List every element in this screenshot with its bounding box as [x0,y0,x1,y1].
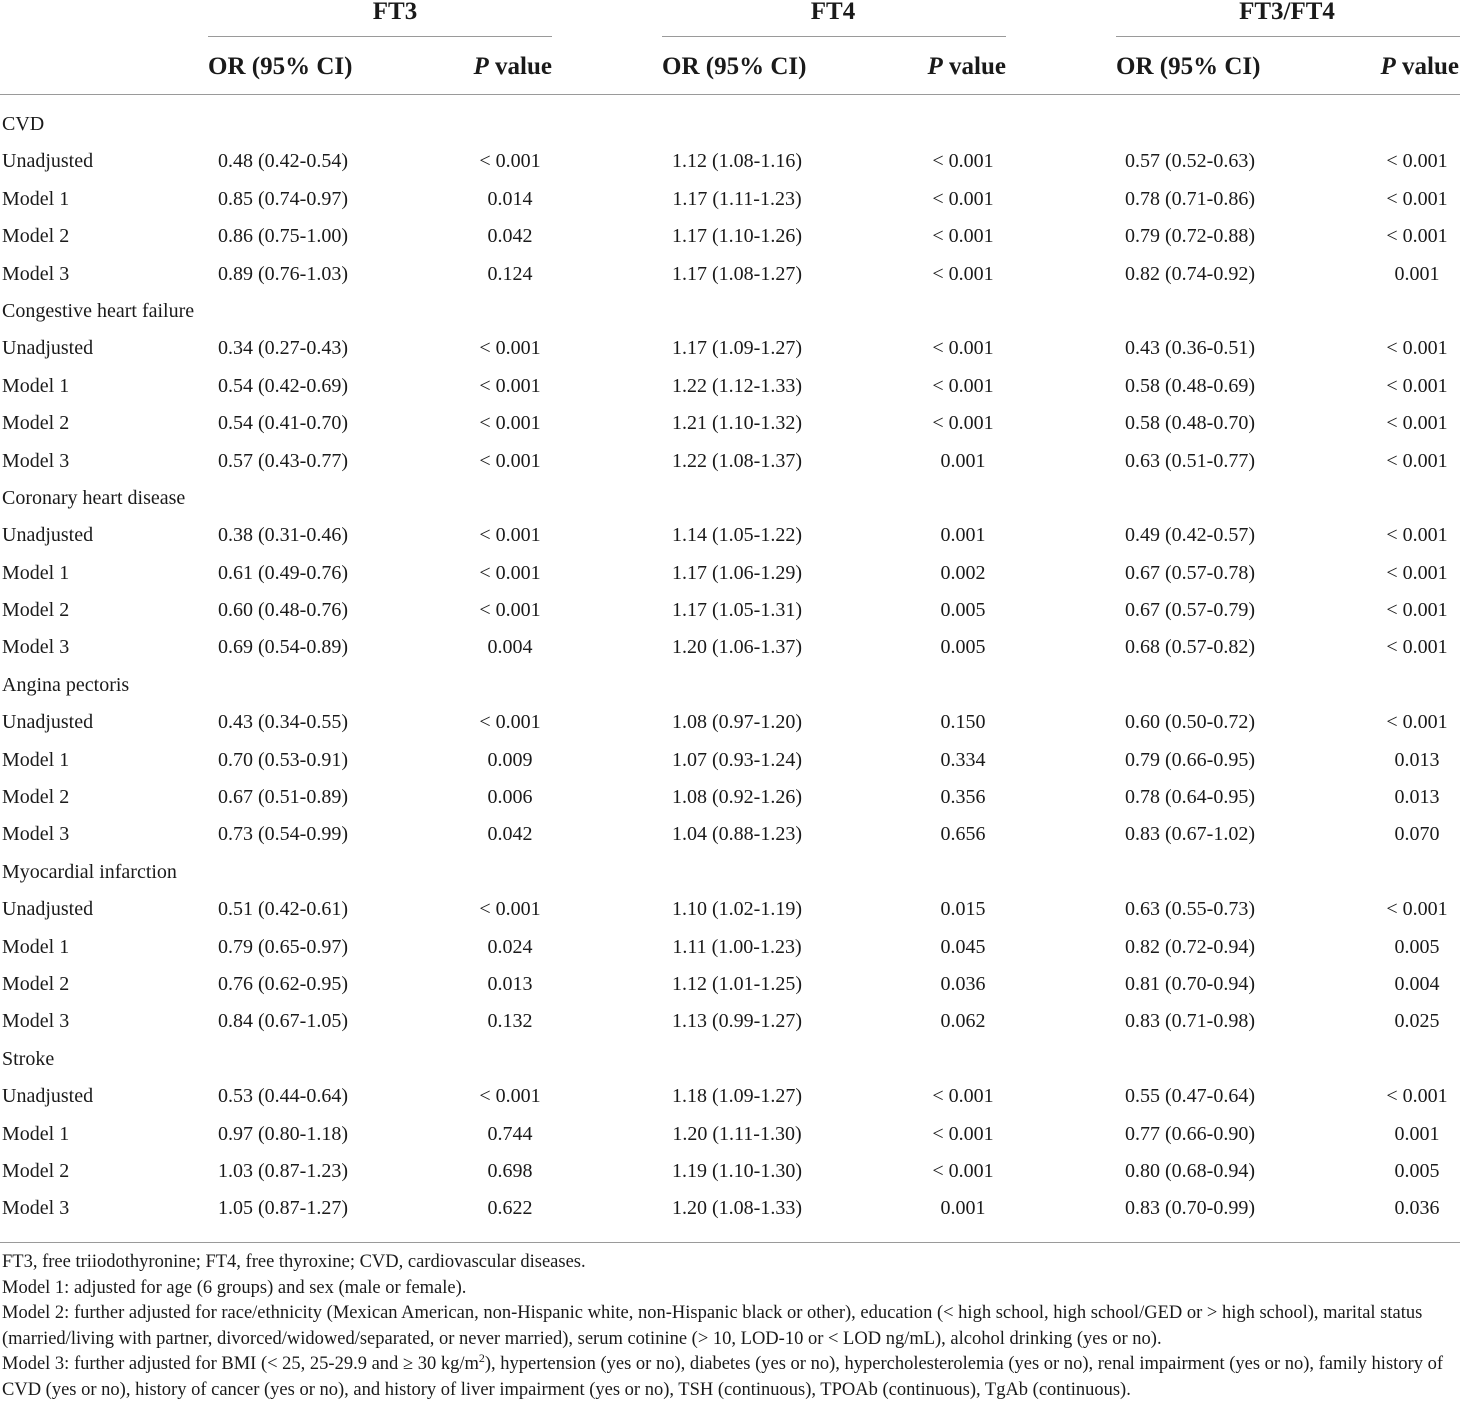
cell-or: 0.38 (0.31-0.46) [218,524,348,547]
table-row [0,405,1460,442]
cell-p-value: < 0.001 [479,449,541,472]
footnote-model-1: Model 1: adjusted for age (6 groups) and sex (male or female). [2,1277,467,1298]
cell-p-value: 0.001 [940,449,986,472]
cell-p-value: 0.001 [940,1197,986,1220]
col-header-or-ft3-ft4: OR (95% CI) [1116,53,1261,80]
table-row [0,929,1460,966]
cell-or: 0.54 (0.41-0.70) [218,412,348,435]
cell-p-value: 0.013 [1394,786,1440,809]
row-label: Model 3 [2,449,70,472]
section-title: Congestive heart failure [2,299,195,322]
cell-p-value: < 0.001 [1386,898,1448,921]
row-label: Unadjusted [2,150,94,173]
cell-or: 1.22 (1.12-1.33) [672,374,802,397]
cell-or: 0.81 (0.70-0.94) [1125,972,1255,995]
row-label: Model 2 [2,412,70,435]
header-rule [0,94,1460,95]
cell-p-value: 0.036 [1394,1197,1440,1220]
section-title-row [0,293,1460,330]
cell-or: 1.07 (0.93-1.24) [672,748,802,771]
cell-or: 0.97 (0.80-1.18) [218,1122,348,1145]
p-italic: P [473,53,489,80]
row-label: Model 3 [2,1197,70,1220]
cell-or: 0.85 (0.74-0.97) [218,187,348,210]
cell-p-value: < 0.001 [479,374,541,397]
cell-p-value: < 0.001 [932,1122,994,1145]
cell-p-value: < 0.001 [1386,599,1448,622]
cell-p-value: < 0.001 [932,150,994,173]
row-label: Model 2 [2,972,70,995]
cell-p-value: < 0.001 [479,150,541,173]
cell-p-value: 0.132 [487,1010,533,1033]
row-label: Model 2 [2,225,70,248]
cell-p-value: < 0.001 [932,1159,994,1182]
cell-or: 1.05 (0.87-1.27) [218,1197,348,1220]
cell-p-value: < 0.001 [1386,524,1448,547]
table-row [0,443,1460,480]
cell-or: 1.22 (1.08-1.37) [672,449,802,472]
cell-p-value: 0.070 [1394,823,1440,846]
section-title: Myocardial infarction [2,860,177,883]
cell-or: 0.67 (0.57-0.78) [1125,561,1255,584]
cell-or: 0.82 (0.72-0.94) [1125,935,1255,958]
cell-or: 1.13 (0.99-1.27) [672,1010,802,1033]
cell-or: 1.17 (1.10-1.26) [672,225,802,248]
cell-or: 0.63 (0.51-0.77) [1125,449,1255,472]
cell-or: 0.55 (0.47-0.64) [1125,1085,1255,1108]
cell-or: 0.89 (0.76-1.03) [218,262,348,285]
cell-p-value: 0.356 [940,786,986,809]
cell-or: 1.17 (1.11-1.23) [672,187,802,210]
group-underline-ft3 [208,36,552,37]
cell-p-value: 0.150 [940,711,986,734]
cell-p-value: < 0.001 [932,412,994,435]
section-title-row [0,854,1460,891]
cell-p-value: 0.334 [940,748,986,771]
cell-p-value: 0.002 [940,561,986,584]
cell-p-value: < 0.001 [1386,374,1448,397]
cell-or: 1.03 (0.87-1.23) [218,1159,348,1182]
cell-or: 0.77 (0.66-0.90) [1125,1122,1255,1145]
cell-p-value: 0.001 [1394,1122,1440,1145]
row-label: Model 3 [2,636,70,659]
row-label: Model 1 [2,561,70,584]
cell-p-value: < 0.001 [932,187,994,210]
table-body [0,106,1460,1228]
cell-p-value: 0.005 [1394,1159,1440,1182]
table-row [0,629,1460,666]
cell-p-value: 0.009 [487,748,533,771]
row-label: Model 2 [2,1159,70,1182]
table-row [0,256,1460,293]
cell-or: 1.14 (1.05-1.22) [672,524,802,547]
cell-or: 1.04 (0.88-1.23) [672,823,802,846]
cell-p-value: < 0.001 [932,1085,994,1108]
row-label: Model 1 [2,935,70,958]
cell-or: 0.58 (0.48-0.70) [1125,412,1255,435]
table-row [0,1003,1460,1040]
cell-p-value: 0.013 [487,972,533,995]
footnote-model-3-part-a: Model 3: further adjusted for BMI (< 25, 25-29.9 and ≥ 30 kg/m [2,1354,479,1374]
cell-p-value: < 0.001 [932,262,994,285]
table-row [0,592,1460,629]
cell-p-value: 0.698 [487,1159,533,1182]
cell-or: 1.08 (0.97-1.20) [672,711,802,734]
cell-or: 0.68 (0.57-0.82) [1125,636,1255,659]
cell-p-value: 0.005 [940,636,986,659]
footnotes [2,1250,1460,1403]
cell-p-value: 0.004 [487,636,533,659]
section-title: CVD [2,113,45,135]
footnote-abbreviations: FT3, free triiodothyronine; FT4, free thyroxine; CVD, cardiovascular diseases. [2,1252,586,1272]
cell-or: 0.79 (0.72-0.88) [1125,225,1255,248]
group-header-ft3-ft4: FT3/FT4 [1239,0,1335,25]
cell-p-value: < 0.001 [1386,449,1448,472]
table-row [0,555,1460,592]
cell-p-value: < 0.001 [932,225,994,248]
cell-or: 0.34 (0.27-0.43) [218,337,348,360]
cell-or: 0.60 (0.50-0.72) [1125,711,1255,734]
table-row [0,143,1460,180]
cell-p-value: 0.025 [1394,1010,1440,1033]
p-rest: value [1395,53,1459,80]
cell-or: 1.20 (1.11-1.30) [672,1122,802,1145]
cell-or: 0.73 (0.54-0.99) [218,823,348,846]
cell-or: 0.67 (0.51-0.89) [218,786,348,809]
row-label: Unadjusted [2,711,94,734]
row-label: Model 1 [2,748,70,771]
cell-or: 0.83 (0.71-0.98) [1125,1010,1255,1033]
cell-or: 1.20 (1.08-1.33) [672,1197,802,1220]
cell-or: 0.78 (0.71-0.86) [1125,187,1255,210]
table-row [0,1153,1460,1190]
col-header-or-ft4: OR (95% CI) [662,53,807,80]
row-label: Unadjusted [2,1085,94,1108]
cell-p-value: < 0.001 [479,1085,541,1108]
p-italic: P [927,53,943,80]
cell-or: 0.63 (0.55-0.73) [1125,898,1255,921]
cell-or: 0.86 (0.75-1.00) [218,225,348,248]
cell-or: 1.19 (1.10-1.30) [672,1159,802,1182]
group-underline-ft3-ft4 [1116,36,1460,37]
footer-rule [0,1242,1460,1243]
cell-or: 0.54 (0.42-0.69) [218,374,348,397]
row-label: Unadjusted [2,524,94,547]
cell-or: 0.70 (0.53-0.91) [218,748,348,771]
cell-or: 0.61 (0.49-0.76) [218,561,348,584]
cell-or: 0.51 (0.42-0.61) [218,898,348,921]
cell-or: 0.79 (0.65-0.97) [218,935,348,958]
table-row [0,1190,1460,1227]
table-row [0,891,1460,928]
row-label: Model 3 [2,1010,70,1033]
cell-p-value: < 0.001 [479,898,541,921]
cell-p-value: 0.622 [487,1197,533,1220]
table-row [0,517,1460,554]
row-label: Model 1 [2,374,70,397]
row-label: Model 3 [2,262,70,285]
row-label: Model 2 [2,786,70,809]
table-row [0,779,1460,816]
cell-p-value: < 0.001 [1386,561,1448,584]
cell-or: 0.69 (0.54-0.89) [218,636,348,659]
section-title: Coronary heart disease [2,486,186,509]
cell-p-value: < 0.001 [1386,187,1448,210]
cell-p-value: 0.005 [1394,935,1440,958]
cell-p-value: 0.042 [487,225,533,248]
cell-p-value: < 0.001 [932,337,994,360]
cell-or: 0.58 (0.48-0.69) [1125,374,1255,397]
cell-or: 0.84 (0.67-1.05) [218,1010,348,1033]
cell-p-value: 0.001 [940,524,986,547]
group-header-ft4: FT4 [810,0,856,25]
cell-or: 0.76 (0.62-0.95) [218,972,348,995]
footnote-model-3-part-b: ), hypertension (yes or no), diabetes (yes or no), hypercholesterolemia (yes or no), renal impairment (yes or no), family history of CVD (yes or no), history of cancer (yes or no), and history of liver impairment (yes or no), TSH (continuous), TPOAb (continuous), TgAb (continuous). [2,1354,1443,1400]
cell-p-value: < 0.001 [1386,711,1448,734]
cell-or: 0.43 (0.36-0.51) [1125,337,1255,360]
cell-or: 0.57 (0.52-0.63) [1125,150,1255,173]
cell-p-value: < 0.001 [1386,150,1448,173]
col-header-p-ft3 [474,51,552,83]
footnote-model-3 [2,1352,1460,1403]
section-title: Angina pectoris [2,673,130,696]
cell-or: 1.20 (1.06-1.37) [672,636,802,659]
cell-or: 1.17 (1.08-1.27) [672,262,802,285]
cell-p-value: 0.036 [940,972,986,995]
cell-p-value: 0.006 [487,786,533,809]
footnote-model-2: Model 2: further adjusted for race/ethnicity (Mexican American, non-Hispanic white, non-Hispanic black or other), education (< high school, high school/GED or > high school), marital status (married/living with partner, divorced/widowed/separated, or never married), serum cotinine (> 10, LOD-10 or < LOD ng/mL), alcohol drinking (yes or no). [2,1303,1423,1349]
cell-p-value: 0.656 [940,823,986,846]
cell-or: 1.17 (1.05-1.31) [672,599,802,622]
cell-p-value: < 0.001 [932,374,994,397]
table-row [0,742,1460,779]
table-row [0,1078,1460,1115]
row-label: Model 2 [2,599,70,622]
p-rest: value [942,53,1006,80]
cell-or: 1.12 (1.08-1.16) [672,150,802,173]
cell-p-value: 0.001 [1394,262,1440,285]
cell-or: 1.21 (1.10-1.32) [672,412,802,435]
cell-or: 0.67 (0.57-0.79) [1125,599,1255,622]
group-header-ft3: FT3 [372,0,418,25]
cell-or: 0.79 (0.66-0.95) [1125,748,1255,771]
table-row [0,816,1460,853]
cell-or: 0.53 (0.44-0.64) [218,1085,348,1108]
cell-p-value: < 0.001 [1386,412,1448,435]
section-title-row [0,1041,1460,1078]
cell-p-value: 0.124 [487,262,533,285]
row-label: Model 1 [2,187,70,210]
cell-p-value: 0.042 [487,823,533,846]
cell-or: 0.82 (0.74-0.92) [1125,262,1255,285]
section-title-row [0,667,1460,704]
cell-or: 0.43 (0.34-0.55) [218,711,348,734]
row-label: Unadjusted [2,337,94,360]
cell-or: 0.83 (0.70-0.99) [1125,1197,1255,1220]
table-row [0,704,1460,741]
group-underline-ft4 [662,36,1006,37]
table-row [0,1116,1460,1153]
cell-p-value: < 0.001 [479,412,541,435]
cell-p-value: < 0.001 [479,599,541,622]
cell-p-value: < 0.001 [1386,337,1448,360]
row-label: Unadjusted [2,898,94,921]
cell-p-value: < 0.001 [1386,225,1448,248]
section-title-row [0,106,1460,143]
cell-p-value: 0.062 [940,1010,986,1033]
col-header-p-ft3-ft4 [1381,51,1459,83]
cell-p-value: < 0.001 [479,524,541,547]
section-title: Stroke [2,1047,55,1070]
cell-p-value: < 0.001 [479,561,541,584]
cell-or: 0.49 (0.42-0.57) [1125,524,1255,547]
cell-p-value: 0.744 [487,1122,533,1145]
row-label: Model 3 [2,823,70,846]
cell-or: 1.08 (0.92-1.26) [672,786,802,809]
cell-p-value: 0.015 [940,898,986,921]
col-header-or-ft3: OR (95% CI) [208,53,353,80]
p-rest: value [488,53,552,80]
cell-or: 1.12 (1.01-1.25) [672,972,802,995]
table-row [0,218,1460,255]
table-row [0,181,1460,218]
cell-or: 1.11 (1.00-1.23) [672,935,802,958]
cell-p-value: 0.014 [487,187,533,210]
row-label: Model 1 [2,1122,70,1145]
cell-or: 0.60 (0.48-0.76) [218,599,348,622]
cell-p-value: < 0.001 [479,337,541,360]
cell-or: 1.17 (1.09-1.27) [672,337,802,360]
cell-or: 1.17 (1.06-1.29) [672,561,802,584]
section-title-row [0,480,1460,517]
cell-p-value: 0.024 [487,935,533,958]
cell-or: 0.57 (0.43-0.77) [218,449,348,472]
table-row [0,368,1460,405]
cell-or: 1.18 (1.09-1.27) [672,1085,802,1108]
cell-or: 0.80 (0.68-0.94) [1125,1159,1255,1182]
p-italic: P [1380,53,1396,80]
cell-or: 0.83 (0.67-1.02) [1125,823,1255,846]
cell-or: 1.10 (1.02-1.19) [672,898,802,921]
col-header-p-ft4 [928,51,1006,83]
cell-p-value: 0.004 [1394,972,1440,995]
cell-or: 0.48 (0.42-0.54) [218,150,348,173]
cell-p-value: < 0.001 [479,711,541,734]
cell-p-value: < 0.001 [1386,1085,1448,1108]
cell-or: 0.78 (0.64-0.95) [1125,786,1255,809]
cell-p-value: 0.005 [940,599,986,622]
table-row [0,330,1460,367]
table-row [0,966,1460,1003]
cell-p-value: 0.013 [1394,748,1440,771]
footnote-model-3-superscript: 2 [478,1350,485,1365]
cell-p-value: < 0.001 [1386,636,1448,659]
cell-p-value: 0.045 [940,935,986,958]
